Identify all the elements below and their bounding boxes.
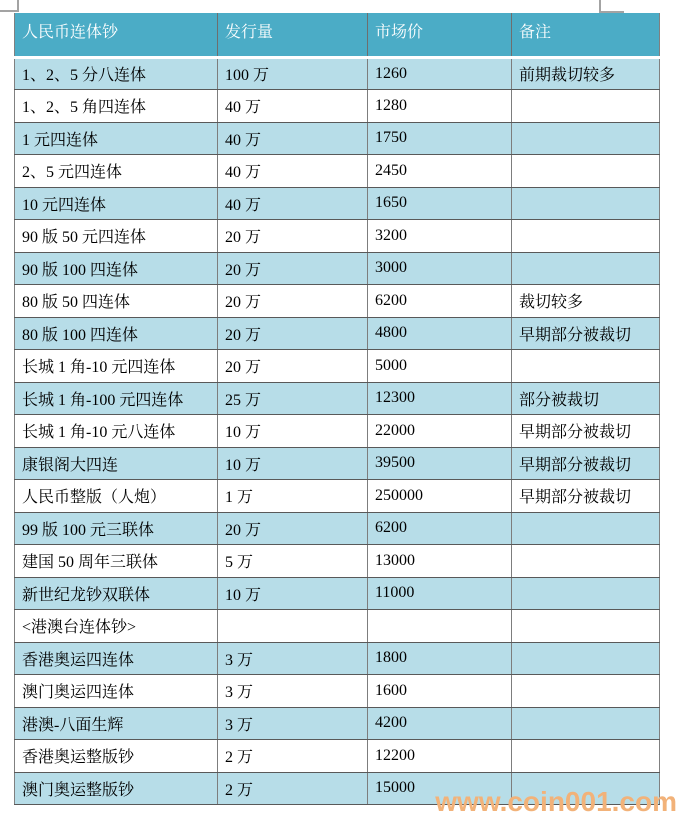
cell-issue-volume: 10 万 [218, 415, 368, 448]
table-row [15, 642, 660, 675]
cell-market-price: 12200 [368, 740, 512, 773]
cell-issue-volume: 5 万 [218, 545, 368, 578]
cell-item-name: 港澳-八面生辉 [15, 707, 218, 740]
cell-item-name: 香港奥运四连体 [15, 642, 218, 675]
cell-item-name: 80 版 50 四连体 [15, 285, 218, 318]
column-header-remark: 备注 [512, 13, 660, 57]
cell-item-name: 1 元四连体 [15, 122, 218, 155]
cell-item-name: 1、2、5 分八连体 [15, 57, 218, 90]
cell-item-name: 90 版 50 元四连体 [15, 220, 218, 253]
cell-remark [512, 545, 660, 578]
table-header-row [15, 13, 660, 57]
cell-remark: 早期部分被裁切 [512, 447, 660, 480]
cell-issue-volume: 20 万 [218, 512, 368, 545]
cell-remark: 早期部分被裁切 [512, 317, 660, 350]
cell-issue-volume: 2 万 [218, 740, 368, 773]
table-row [15, 480, 660, 513]
cell-market-price: 250000 [368, 480, 512, 513]
cell-item-name: 人民币整版（人炮） [15, 480, 218, 513]
column-header-issue-volume: 发行量 [218, 13, 368, 57]
cell-item-name: 90 版 100 四连体 [15, 252, 218, 285]
table-row [15, 350, 660, 383]
cell-item-name: 2、5 元四连体 [15, 155, 218, 188]
table-row [15, 382, 660, 415]
cell-remark [512, 155, 660, 188]
cell-issue-volume: 20 万 [218, 317, 368, 350]
cell-remark [512, 610, 660, 643]
cell-issue-volume: 10 万 [218, 447, 368, 480]
cell-remark [512, 707, 660, 740]
column-header-market-price: 市场价 [368, 13, 512, 57]
cell-market-price: 3200 [368, 220, 512, 253]
cell-issue-volume: 100 万 [218, 57, 368, 90]
table-row [15, 707, 660, 740]
cell-remark [512, 740, 660, 773]
cell-item-name: 99 版 100 元三联体 [15, 512, 218, 545]
cell-issue-volume: 20 万 [218, 252, 368, 285]
cell-remark [512, 90, 660, 123]
table-row [15, 415, 660, 448]
cell-issue-volume: 40 万 [218, 122, 368, 155]
cell-remark [512, 252, 660, 285]
table-row [15, 545, 660, 578]
table-row [15, 122, 660, 155]
table-row [15, 610, 660, 643]
cell-market-price: 1800 [368, 642, 512, 675]
cell-remark [512, 350, 660, 383]
cell-market-price: 4800 [368, 317, 512, 350]
cell-issue-volume: 25 万 [218, 382, 368, 415]
cell-market-price: 3000 [368, 252, 512, 285]
cell-issue-volume: 40 万 [218, 187, 368, 220]
cell-issue-volume [218, 610, 368, 643]
cell-market-price: 13000 [368, 545, 512, 578]
cell-issue-volume: 3 万 [218, 642, 368, 675]
cell-item-name: 80 版 100 四连体 [15, 317, 218, 350]
table-row [15, 447, 660, 480]
cell-issue-volume: 20 万 [218, 350, 368, 383]
cell-remark [512, 577, 660, 610]
cell-issue-volume: 3 万 [218, 707, 368, 740]
cell-market-price: 6200 [368, 285, 512, 318]
cell-item-name: 澳门奥运整版钞 [15, 772, 218, 805]
table-row [15, 57, 660, 90]
cell-market-price: 12300 [368, 382, 512, 415]
cell-market-price: 1280 [368, 90, 512, 123]
cell-issue-volume: 40 万 [218, 90, 368, 123]
table-row [15, 187, 660, 220]
cell-item-name: 香港奥运整版钞 [15, 740, 218, 773]
cell-remark: 早期部分被裁切 [512, 480, 660, 513]
cell-remark: 裁切较多 [512, 285, 660, 318]
cell-issue-volume: 1 万 [218, 480, 368, 513]
table-row [15, 772, 660, 805]
cell-remark [512, 512, 660, 545]
table-row [15, 220, 660, 253]
cell-remark [512, 220, 660, 253]
cell-issue-volume: 20 万 [218, 285, 368, 318]
cell-market-price: 4200 [368, 707, 512, 740]
cell-market-price: 11000 [368, 577, 512, 610]
cell-item-name: 长城 1 角-10 元八连体 [15, 415, 218, 448]
table-row [15, 675, 660, 708]
cell-item-name: <港澳台连体钞> [15, 610, 218, 643]
cell-issue-volume: 20 万 [218, 220, 368, 253]
cell-item-name: 10 元四连体 [15, 187, 218, 220]
cell-market-price: 22000 [368, 415, 512, 448]
cell-issue-volume: 3 万 [218, 675, 368, 708]
table-row [15, 252, 660, 285]
column-header-item-name: 人民币连体钞 [15, 13, 218, 57]
cell-market-price: 1650 [368, 187, 512, 220]
table-row [15, 285, 660, 318]
cell-market-price: 2450 [368, 155, 512, 188]
cell-market-price: 1260 [368, 57, 512, 90]
cell-item-name: 长城 1 角-100 元四连体 [15, 382, 218, 415]
cell-remark [512, 675, 660, 708]
cell-market-price: 15000 [368, 772, 512, 805]
cell-market-price: 1600 [368, 675, 512, 708]
cell-remark: 部分被裁切 [512, 382, 660, 415]
table-row [15, 740, 660, 773]
cell-issue-volume: 10 万 [218, 577, 368, 610]
cell-item-name: 长城 1 角-10 元四连体 [15, 350, 218, 383]
cell-remark [512, 122, 660, 155]
cell-market-price: 5000 [368, 350, 512, 383]
cell-item-name: 1、2、5 角四连体 [15, 90, 218, 123]
cell-item-name: 澳门奥运四连体 [15, 675, 218, 708]
cell-market-price: 1750 [368, 122, 512, 155]
cell-market-price [368, 610, 512, 643]
cell-item-name: 康银阁大四连 [15, 447, 218, 480]
table-row [15, 577, 660, 610]
cell-item-name: 新世纪龙钞双联体 [15, 577, 218, 610]
cell-remark: 早期部分被裁切 [512, 415, 660, 448]
cell-item-name: 建国 50 周年三联体 [15, 545, 218, 578]
cell-remark [512, 772, 660, 805]
table-row [15, 317, 660, 350]
banknote-price-table [14, 13, 660, 805]
cell-issue-volume: 40 万 [218, 155, 368, 188]
cell-remark [512, 187, 660, 220]
cell-market-price: 6200 [368, 512, 512, 545]
cell-market-price: 39500 [368, 447, 512, 480]
table-row [15, 90, 660, 123]
table-row [15, 155, 660, 188]
site-watermark-text: www.coin001.com [435, 786, 677, 817]
cell-remark: 前期裁切较多 [512, 57, 660, 90]
table-row [15, 512, 660, 545]
cell-remark [512, 642, 660, 675]
margin-mark-top-left-horizontal [0, 10, 19, 12]
cell-issue-volume: 2 万 [218, 772, 368, 805]
